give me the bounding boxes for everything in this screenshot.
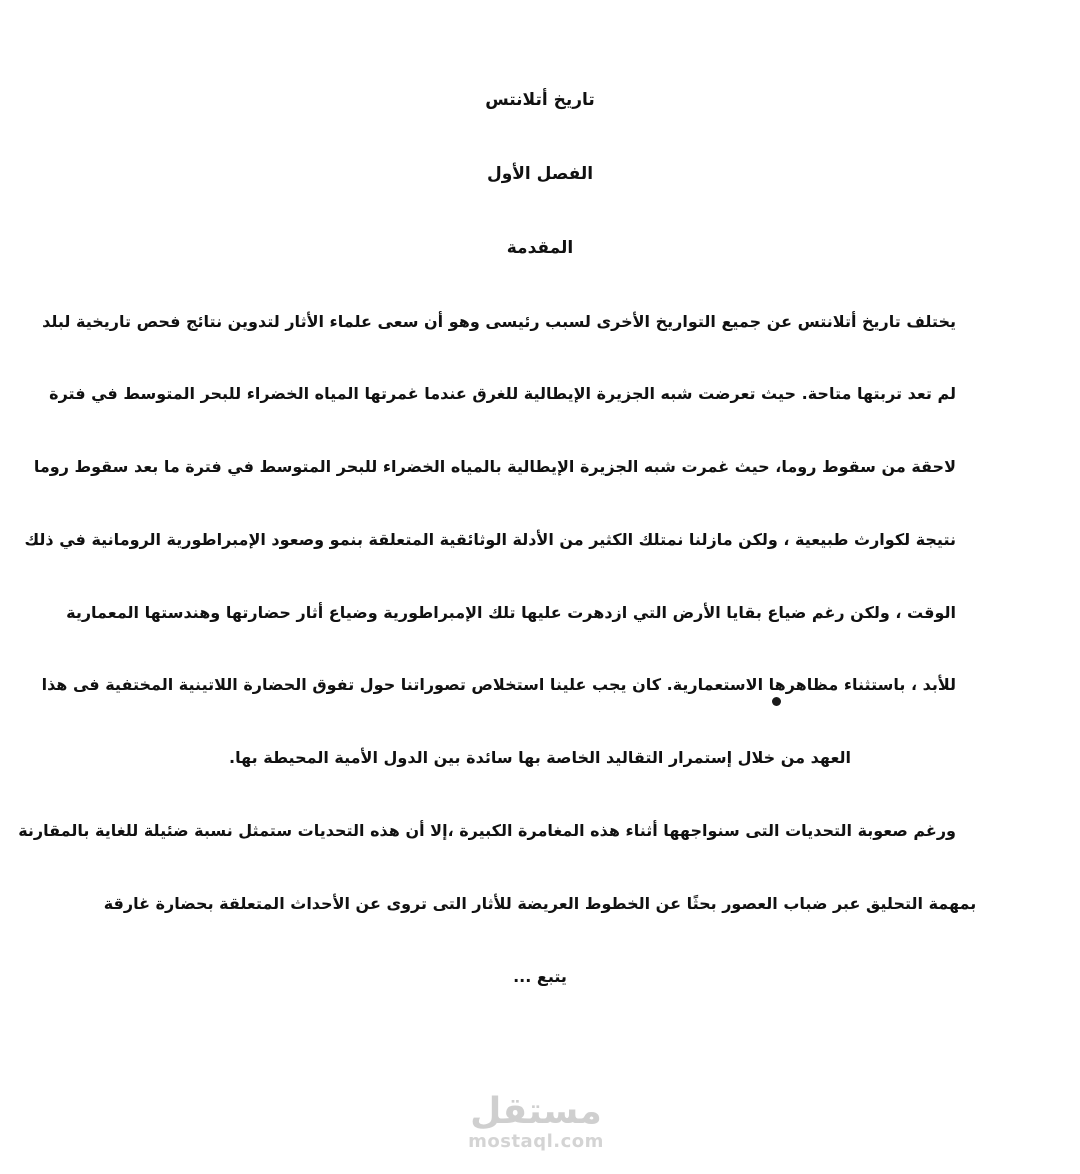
section-heading: المقدمة xyxy=(506,238,574,258)
chapter-heading: الفصل الأول xyxy=(486,164,594,184)
watermark-logo: مستقل xyxy=(470,1091,602,1132)
cursor-dot-icon xyxy=(772,697,781,706)
paragraph-line: نتيجة لكوارث طبيعية ، ولكن مازلنا نمتلك الكثير من الأدلة الوثائقية المتعلقة بنمو وصعود الإمبراطورية الرومانية في ذلك xyxy=(24,530,956,549)
watermark xyxy=(456,1092,616,1152)
paragraph-line-last: العهد من خلال إستمرار التقاليد الخاصة بها سائدة بين الدول الأمية المحيطة بها. xyxy=(229,748,851,767)
paragraph-line: يختلف تاريخ أتلانتس عن جميع التواريخ الأخرى لسبب رئيسى وهو أن سعى علماء الأثار لتدوين نتائج فحص تاريخية لبلد xyxy=(42,312,956,331)
paragraph-line-last: بمهمة التحليق عبر ضباب العصور بحثًا عن الخطوط العريضة للأثار التى تروى عن الأحداث المتعلقة بحضارة غارقة xyxy=(103,894,977,913)
paragraph-line: لاحقة من سقوط روما، حيث غمرت شبه الجزيرة الإيطالية بالمياه الخضراء للبحر المتوسط في فترة ما بعد سقوط روما xyxy=(33,457,956,476)
to-be-continued: يتبع ... xyxy=(513,967,567,986)
paragraph-line: ورغم صعوبة التحديات التى سنواجهها أثناء هذه المغامرة الكبيرة ،إلا أن هذه التحديات ستمثل نسبة ضئيلة للغاية بالمقارنة xyxy=(18,821,956,840)
document-title: تاريخ أتلانتس xyxy=(485,90,595,110)
paragraph-line: الوقت ، ولكن رغم ضياع بقايا الأرض التي ازدهرت عليها تلك الإمبراطورية وضياع أثار حضارتها وهندستها المعمارية xyxy=(66,603,956,622)
watermark-url: mostaql.com xyxy=(468,1131,604,1152)
paragraph-line: لم تعد تربتها متاحة. حيث تعرضت شبه الجزيرة الإيطالية للغرق عندما غمرتها المياه الخضراء للبحر المتوسط في فترة xyxy=(49,384,956,403)
paragraph-line: للأبد ، باستثناء مظاهرها الاستعمارية. كان يجب علينا استخلاص تصوراتنا حول تفوق الحضارة اللاتينية المختفية فى هذا xyxy=(41,675,956,694)
